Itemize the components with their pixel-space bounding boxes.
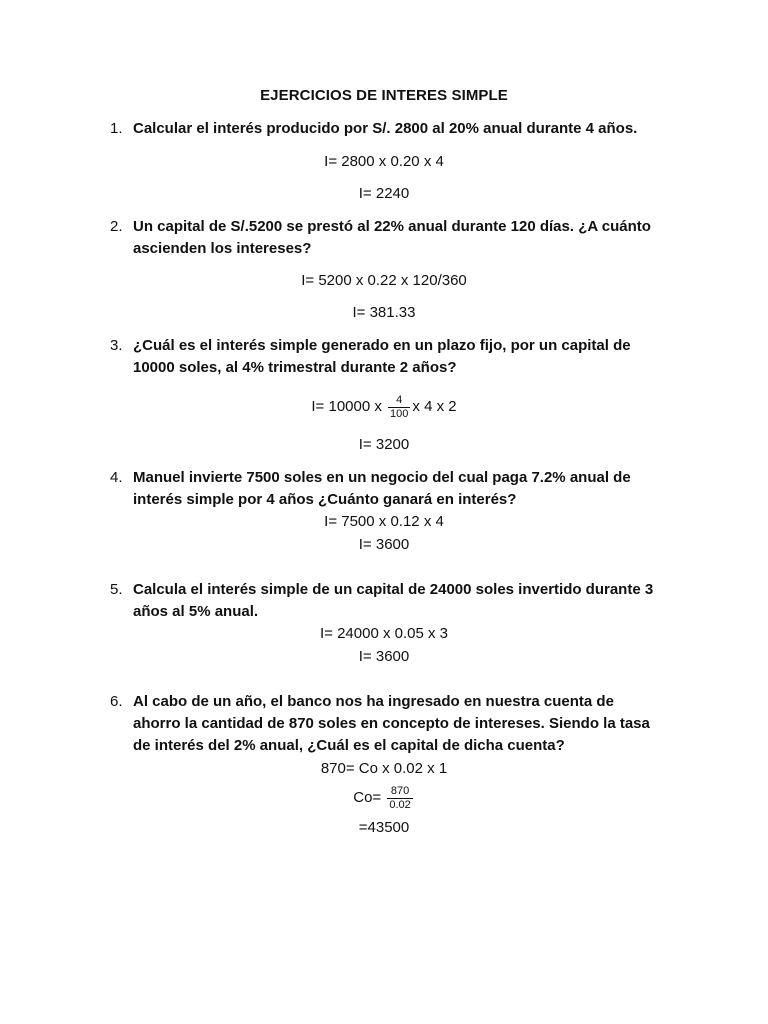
equation: I= 2800 x 0.20 x 4 [324,153,444,170]
equation: 870= Co x 0.02 x 1 [320,760,448,777]
result: I= 3200 [358,436,410,453]
fraction [387,785,412,812]
problem-6 [110,691,660,757]
problem-text: ¿Cuál es el interés simple generado en un plazo fijo, por un capital de 10000 soles, al 4% trimestral durante 2 años? [133,337,631,376]
result: I= 2240 [358,185,410,202]
problem-5 [110,579,660,623]
problem-number: 4. [110,469,123,486]
problem-number: 6. [110,693,123,710]
problem-number: 3. [110,337,123,354]
problem-text: Al cabo de un año, el banco nos ha ingresado en nuestra cuenta de ahorro la cantidad de 870 soles en concepto de intereses. Siendo la tasa de interés del 2% anual, ¿Cuál es el capital de dicha cuenta? [133,693,650,754]
fraction-denominator: 0.02 [389,798,411,811]
problem-number: 1. [110,120,123,137]
problem-2 [110,216,660,260]
result: I= 381.33 [352,304,416,321]
equation-fraction [0,388,768,426]
problem-text: Un capital de S/.5200 se prestó al 22% anual durante 120 días. ¿A cuánto ascienden los intereses? [133,218,651,257]
fraction-denominator: 100 [390,407,409,420]
problem-number: 2. [110,218,123,235]
problem-text: Calcula el interés simple de un capital de 24000 soles invertido durante 3 años al 5% anual. [133,581,654,620]
problem-4 [110,467,660,511]
fraction-numerator: 870 [390,784,410,797]
problem-3 [110,335,660,379]
problem-number: 5. [110,581,123,598]
problem-1 [110,118,660,140]
fraction-numerator: 4 [396,393,403,406]
equation: I= 24000 x 0.05 x 3 [319,625,448,642]
result: I= 3600 [358,536,410,553]
equation-prefix: Co= [353,789,382,806]
problem-text: Manuel invierte 7500 soles en un negocio del cual paga 7.2% anual de interés simple por 4 años ¿Cuánto ganará en interés? [133,469,631,508]
equation-prefix: I= 10000 x [311,398,382,415]
fraction [388,394,410,421]
result: I= 3600 [358,648,410,665]
problem-text: Calcular el interés producido por S/. 2800 al 20% anual durante 4 años. [133,120,638,137]
equation: I= 5200 x 0.22 x 120/360 [301,272,467,289]
equation-fraction [0,780,768,816]
result: =43500 [358,819,410,836]
equation: I= 7500 x 0.12 x 4 [324,513,444,530]
equation-suffix: x 4 x 2 [412,398,457,415]
page-title: EJERCICIOS DE INTERES SIMPLE [260,87,508,104]
